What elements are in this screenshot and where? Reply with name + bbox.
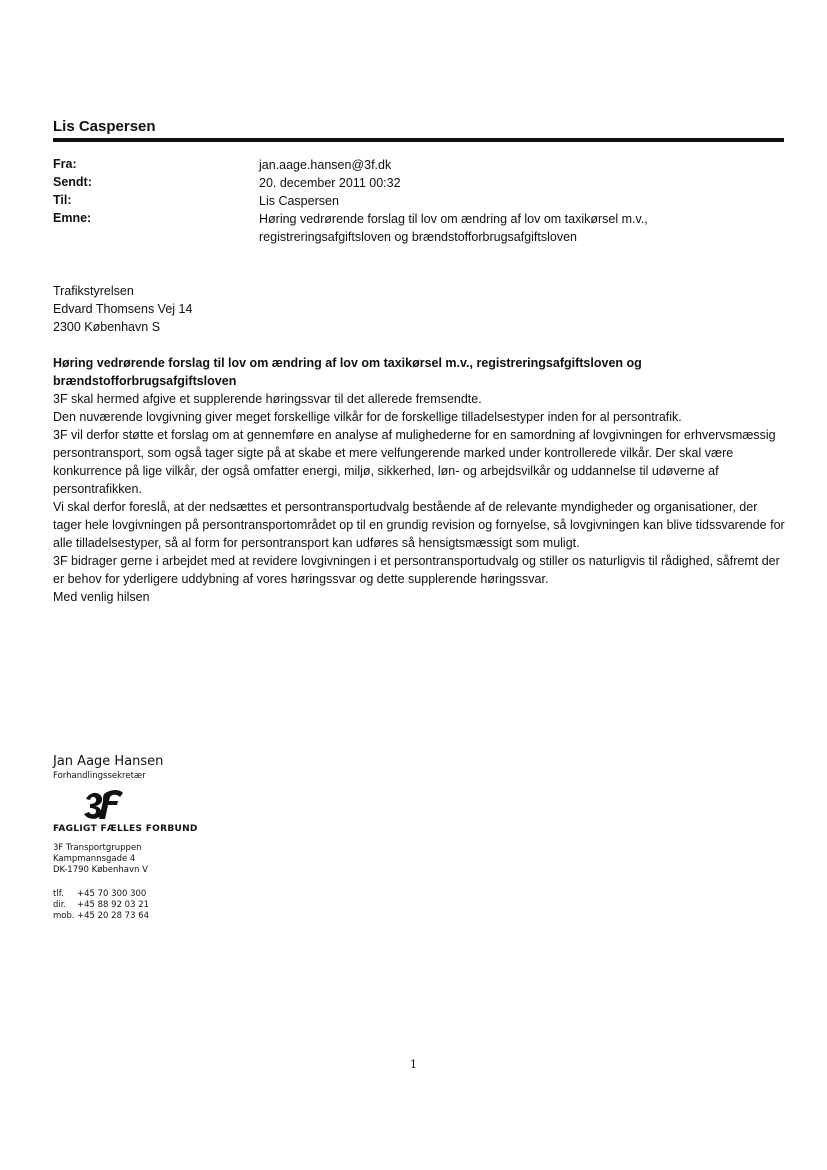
- recipient-address: [53, 282, 788, 336]
- contact-row: [53, 889, 149, 900]
- paragraph: 3F skal hermed afgive et supplerende høringssvar til det allerede fremsendte.: [53, 392, 482, 406]
- from-label: Fra:: [53, 157, 77, 171]
- page-number: 1: [410, 1058, 417, 1071]
- address-line: DK-1790 København V: [53, 865, 148, 875]
- contact-number: +45 88 92 03 21: [77, 900, 150, 910]
- contact-label: tlf.: [53, 889, 64, 899]
- organization-name: FAGLIGT FÆLLES FORBUND: [53, 824, 198, 834]
- to-value: Lis Caspersen: [259, 194, 339, 208]
- sender-name: Lis Caspersen: [53, 118, 156, 135]
- letter-subject: Høring vedrørende forslag til lov om ændring af lov om taxikørsel m.v., registreringsafgiftsloven og brændstofforbrugsafgiftsloven: [53, 356, 642, 388]
- address-line: 3F Transportgruppen: [53, 843, 142, 853]
- address-line: 2300 København S: [53, 320, 161, 334]
- contact-number: +45 70 300 300: [77, 889, 147, 899]
- paragraph: Den nuværende lovgivning giver meget forskellige vilkår for de forskellige tilladelsestyper inden for al persontrafik.: [53, 410, 682, 424]
- from-value: jan.aage.hansen@3f.dk: [259, 158, 392, 172]
- signature-title: Forhandlingssekretær: [53, 771, 146, 781]
- contact-label: dir.: [53, 900, 67, 910]
- contact-row: [53, 900, 149, 911]
- 3f-logo-icon: [80, 787, 124, 821]
- address-line: Edvard Thomsens Vej 14: [53, 302, 193, 316]
- address-line: Trafikstyrelsen: [53, 284, 134, 298]
- contact-number: +45 20 28 73 64: [77, 911, 150, 921]
- closing: Med venlig hilsen: [53, 590, 150, 604]
- address-line: Kampmannsgade 4: [53, 854, 136, 864]
- subject-value: Høring vedrørende forslag til lov om ændring af lov om taxikørsel m.v., registreringsafgiftsloven og brændstofforbrugsafgiftsloven: [259, 212, 648, 244]
- sent-value: 20. december 2011 00:32: [259, 176, 401, 190]
- contact-label: mob.: [53, 911, 75, 921]
- subject-label: Emne:: [53, 211, 92, 225]
- paragraph: 3F bidrager gerne i arbejdet med at revidere lovgivningen i et persontransportudvalg og stiller os naturligvis til rådighed, såfremt der er behov for yderligere uddybning af vores høringssvar og dette supplerende høringssvar.: [53, 554, 780, 586]
- paragraph: 3F vil derfor støtte et forslag om at gennemføre en analyse af mulighederne for en samordning af lovgivningen for erhvervsmæssig persontransport, som også tager sigte på at skabe et mere velfungerende marked under kontrollerede vilkår. Der skal være konkurrence på lige vilkår, der også omfatter energi, miljø, sikkerhed, løn- og arbejdsvilkår og uddannelse til udøverne af persontrafikken.: [53, 428, 776, 496]
- header-rule: [53, 138, 784, 142]
- contact-row: [53, 911, 149, 922]
- sent-label: Sendt:: [53, 175, 92, 189]
- organization-address: [53, 843, 148, 876]
- letter-body: [53, 282, 788, 606]
- contact-numbers: [53, 889, 149, 922]
- paragraph: Vi skal derfor foreslå, at der nedsættes et persontransportudvalg bestående af de relevante myndigheder og organisationer, der tager hele lovgivningen på persontransportområdet op til en grundig revision og fornyelse, så lovgivningen kan blive tidssvarende for alle tilladelsestyper, så al form for persontransport kan udføres så hensigtsmæssigt som muligt.: [53, 500, 785, 550]
- signature-name: Jan Aage Hansen: [53, 754, 164, 769]
- to-label: Til:: [53, 193, 72, 207]
